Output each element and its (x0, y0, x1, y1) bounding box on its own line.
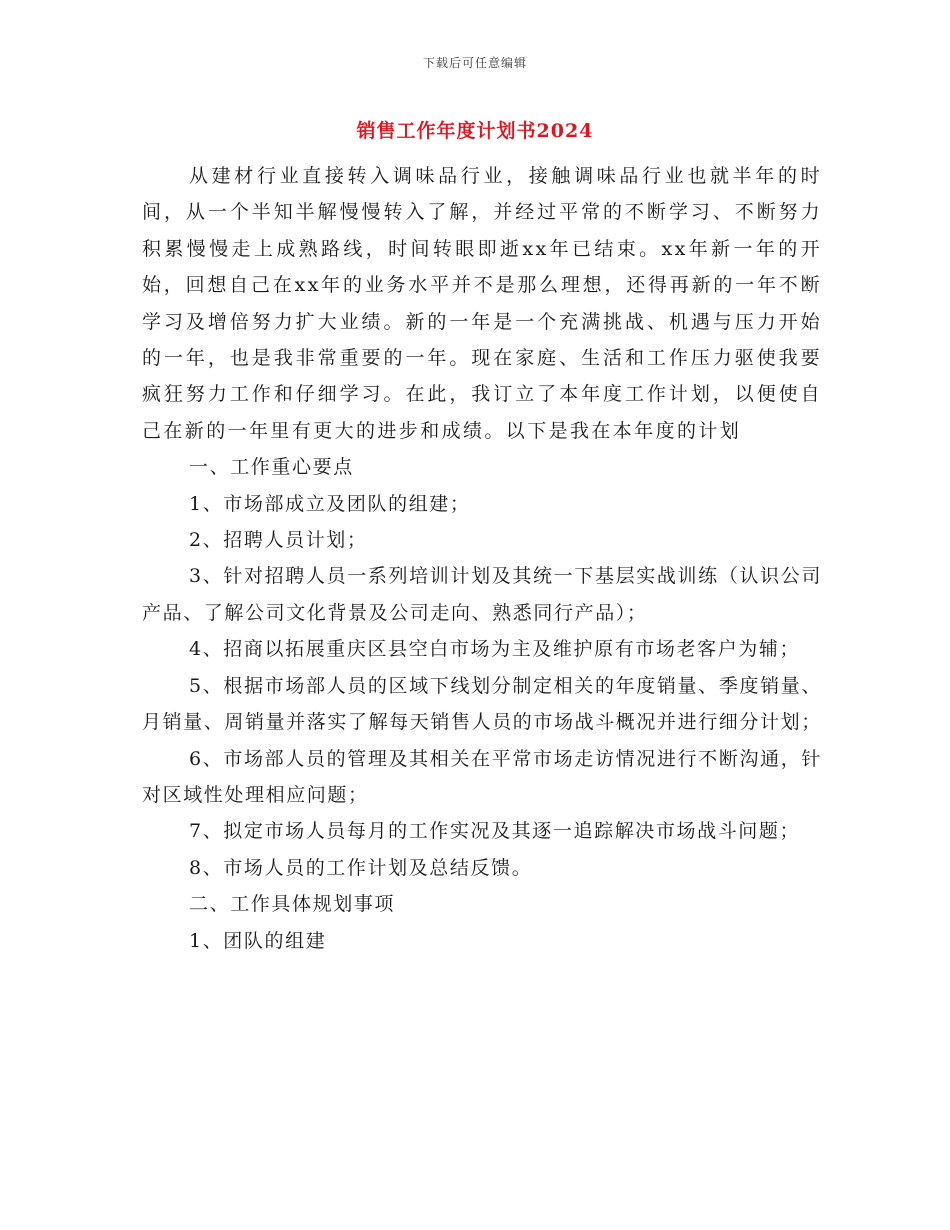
list-item: 3、针对招聘人员一系列培训计划及其统一下基层实战训练（认识公司产品、了解公司文化背景及公司走向、熟悉同行产品）； (142, 565, 822, 624)
list-item: 8、市场人员的工作计划及总结反馈。 (189, 856, 533, 879)
document-body (142, 158, 822, 959)
list-item: 5、根据市场部人员的区域下线划分制定相关的年度销量、季度销量、月销量、周销量并落实了解每天销售人员的市场战斗概况并进行细分计划； (142, 674, 822, 734)
intro-paragraph: 从建材行业直接转入调味品行业，接触调味品行业也就半年的时间，从一个半知半解慢慢转入了解，并经过平常的不断学习、不断努力积累慢慢走上成熟路线，时间转眼即逝xx年已结束。xx年新一年的开始，回想自己在xx年的业务水平并不是那么理想，还得再新的一年不断学习及增倍努力扩大业绩。新的一年是一个充满挑战、机遇与压力开始的一年，也是我非常重要的一年。现在家庭、生活和工作压力驱使我要疯狂努力工作和仔细学习。在此，我订立了本年度工作计划，以便使自己在新的一年里有更大的进步和成绩。以下是我在本年度的计划 (142, 165, 822, 442)
section-heading-1: 一、工作重心要点 (189, 456, 354, 479)
section-heading-2: 二、工作具体规划事项 (189, 893, 396, 916)
header-note: 下载后可任意编辑 (422, 56, 527, 70)
list-item: 7、拟定市场人员每月的工作实况及其逐一追踪解决市场战斗问题； (189, 820, 801, 843)
list-item: 2、招聘人员计划； (189, 529, 368, 552)
list-item: 1、市场部成立及团队的组建； (189, 492, 471, 515)
document-title: 销售工作年度计划书2024 (356, 120, 594, 142)
list-item: 6、市场部人员的管理及其相关在平常市场走访情况进行不断沟通，针对区域性处理相应问题； (142, 747, 822, 806)
list-item: 1、团队的组建 (189, 929, 327, 952)
list-item: 4、招商以拓展重庆区县空白市场为主及维护原有市场老客户为辅； (189, 638, 801, 661)
